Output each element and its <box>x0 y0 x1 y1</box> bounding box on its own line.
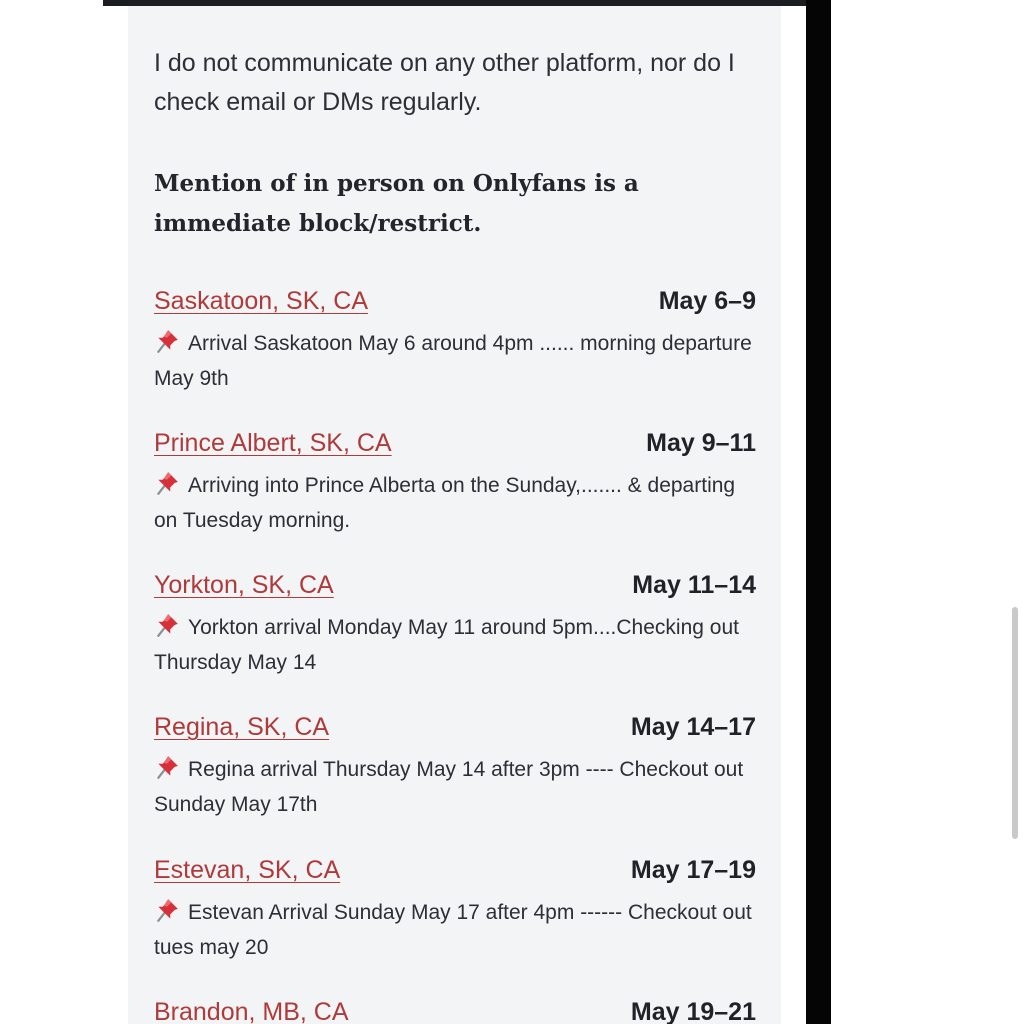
stop-note <box>154 895 756 965</box>
tour-stop-prince-albert <box>154 426 756 538</box>
stop-dates: May 6–9 <box>658 287 756 315</box>
in-person-notice: Mention of in person on Onlyfans is a immediate block/restrict. <box>154 170 639 237</box>
pushpin-icon <box>154 328 180 354</box>
stop-note-text: Arriving into Prince Alberta on the Sunday,....... & departing on Tuesday morning. <box>154 474 736 532</box>
pushpin-icon <box>154 897 180 923</box>
right-frame-bar <box>806 0 831 1024</box>
stop-note <box>154 326 756 396</box>
tour-stop-regina <box>154 710 756 822</box>
pushpin-icon <box>154 612 180 638</box>
stop-dates: May 14–17 <box>630 713 756 741</box>
tour-stop-estevan <box>154 853 756 965</box>
pushpin-icon <box>154 754 180 780</box>
stop-dates: May 9–11 <box>646 429 756 457</box>
city-link[interactable]: Saskatoon, SK, CA <box>154 287 369 315</box>
stop-note-text: Arrival Saskatoon May 6 around 4pm ...... morning departure May 9th <box>154 332 752 390</box>
city-link[interactable]: Prince Albert, SK, CA <box>154 429 392 457</box>
stop-note <box>154 752 756 822</box>
city-link[interactable]: Brandon, MB, CA <box>154 998 349 1024</box>
city-link[interactable]: Estevan, SK, CA <box>154 856 341 884</box>
stop-dates: May 17–19 <box>630 856 756 884</box>
tour-stop-yorkton <box>154 568 756 680</box>
intro-paragraph: I do not communicate on any other platform, nor do I check email or DMs regularly. <box>154 49 735 116</box>
vertical-scrollbar[interactable] <box>1012 607 1018 839</box>
tour-stop-brandon <box>154 995 756 1024</box>
stop-dates: May 11–14 <box>632 571 756 599</box>
stop-note-text: Regina arrival Thursday May 14 after 3pm ---- Checkout out Sunday May 17th <box>154 758 744 816</box>
stop-note-text: Estevan Arrival Sunday May 17 after 4pm ------ Checkout out tues may 20 <box>154 901 752 959</box>
pushpin-icon <box>154 470 180 496</box>
city-link[interactable]: Yorkton, SK, CA <box>154 571 334 599</box>
stop-note <box>154 610 756 680</box>
stop-note-text: Yorkton arrival Monday May 11 around 5pm....Checking out Thursday May 14 <box>154 616 739 674</box>
content-panel <box>128 6 781 1024</box>
stop-dates: May 19–21 <box>630 998 756 1024</box>
city-link[interactable]: Regina, SK, CA <box>154 713 330 741</box>
stop-note <box>154 468 756 538</box>
tour-stop-saskatoon <box>154 284 756 396</box>
